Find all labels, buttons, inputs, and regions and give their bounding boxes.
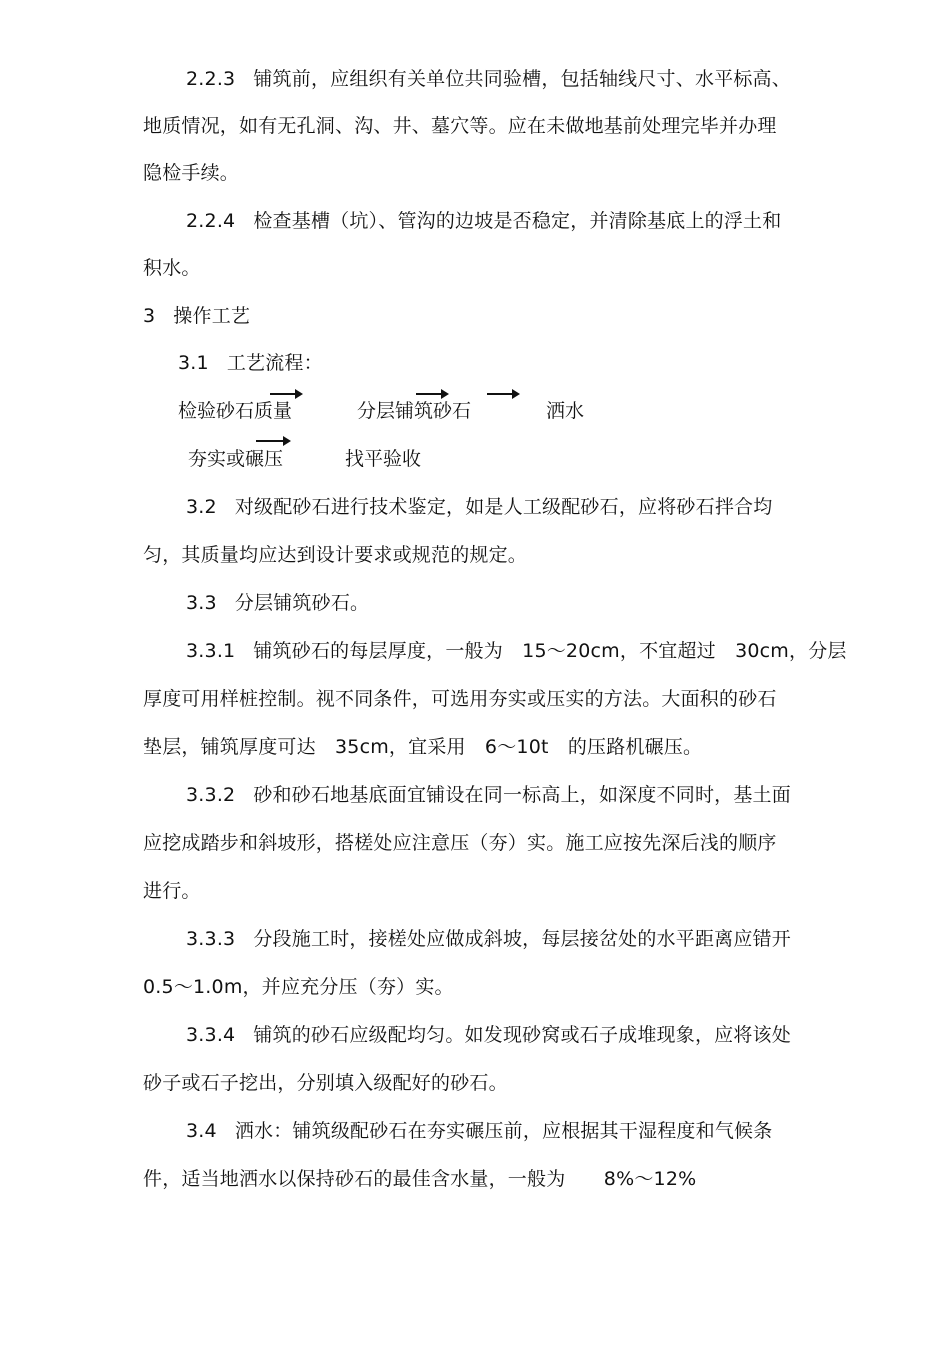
section-title: 分层铺筑砂石。	[234, 592, 370, 614]
section-number: 3.3.3	[186, 928, 236, 950]
paragraph-3-3-2-line-2: 应挖成踏步和斜坡形，搭槎处应注意压（夯）实。施工应按先深后浅的顺序	[143, 832, 777, 854]
flow-step-inspect: 检验砂石质量	[178, 400, 293, 422]
paragraph-text: 对级配砂石进行技术鉴定，如是人工级配砂石，应将砂石拌合均	[234, 496, 773, 518]
flow-arrow-icon	[416, 389, 449, 399]
section-number: 3	[143, 305, 156, 327]
paragraph-3-3-1-line-2: 厚度可用样桩控制。视不同条件，可选用夯实或压实的方法。大面积的砂石	[143, 688, 777, 710]
section-title: 工艺流程：	[226, 352, 323, 374]
paragraph-3-3-1-line-3: 垫层，铺筑厚度可达 35cm，宜采用 6～10t 的压路机碾压。	[143, 736, 703, 758]
paragraph-3-3-3-line-1	[186, 926, 791, 952]
section-3-3-heading	[186, 590, 369, 616]
section-number: 3.3.4	[186, 1024, 236, 1046]
flow-step-layered-paving: 分层铺筑砂石	[357, 400, 472, 422]
paragraph-text: 铺筑的砂石应级配均匀。如发现砂窝或石子成堆现象，应将该处	[253, 1024, 791, 1046]
paragraph-3-3-2-line-1	[186, 782, 791, 808]
section-number: 3.3.1	[186, 640, 236, 662]
paragraph-3-2-line-1	[186, 494, 772, 520]
flow-step-compaction: 夯实或碾压	[188, 448, 284, 470]
section-3-1-heading	[178, 350, 323, 376]
section-3-heading	[143, 303, 250, 329]
paragraph-3-3-1-line-1	[186, 638, 847, 664]
section-number: 2.2.3	[186, 68, 236, 90]
paragraph-3-3-4-line-1	[186, 1022, 791, 1048]
paragraph-3-4-line-1	[186, 1118, 772, 1144]
section-number: 3.4	[186, 1120, 217, 1142]
section-number: 3.2	[186, 496, 217, 518]
paragraph-3-2-line-2: 匀，其质量均应达到设计要求或规范的规定。	[143, 544, 528, 566]
paragraph-text: 分段施工时，接槎处应做成斜坡，每层接岔处的水平距离应错开	[253, 928, 791, 950]
paragraph-2-2-3-line-1	[186, 66, 791, 92]
section-title: 操作工艺	[173, 305, 251, 327]
paragraph-text: 砂和砂石地基底面宜铺设在同一标高上，如深度不同时，基土面	[253, 784, 791, 806]
paragraph-text: 铺筑砂石的每层厚度，一般为 15～20cm，不宜超过 30cm，分层	[253, 640, 847, 662]
paragraph-3-3-3-line-2: 0.5～1.0m，并应充分压（夯）实。	[143, 976, 454, 998]
section-number: 3.3	[186, 592, 217, 614]
paragraph-text: 洒水：铺筑级配砂石在夯实碾压前，应根据其干湿程度和气候条	[234, 1120, 773, 1142]
paragraph-2-2-4-line-1	[186, 208, 781, 234]
paragraph-3-3-2-line-3: 进行。	[143, 880, 201, 902]
paragraph-2-2-4-line-2: 积水。	[143, 257, 201, 279]
paragraph-2-2-3-line-2: 地质情况，如有无孔洞、沟、井、墓穴等。应在未做地基前处理完毕并办理	[143, 115, 777, 137]
paragraph-text: 铺筑前，应组织有关单位共同验槽，包括轴线尺寸、水平标高、	[253, 68, 791, 90]
section-number: 3.1	[178, 352, 209, 374]
paragraph-3-3-4-line-2: 砂子或石子挖出，分别填入级配好的砂石。	[143, 1072, 508, 1094]
paragraph-3-4-line-2: 件，适当地洒水以保持砂石的最佳含水量，一般为 8%～12%	[143, 1168, 697, 1190]
section-number: 3.3.2	[186, 784, 236, 806]
flow-arrow-icon	[487, 389, 520, 399]
flow-arrow-icon	[256, 436, 291, 446]
flow-step-leveling-acceptance: 找平验收	[345, 448, 422, 470]
flow-step-watering: 洒水	[546, 400, 585, 422]
flow-arrow-icon	[270, 389, 303, 399]
paragraph-text: 检查基槽（坑）、管沟的边坡是否稳定，并清除基底上的浮土和	[253, 210, 782, 232]
section-number: 2.2.4	[186, 210, 236, 232]
paragraph-2-2-3-line-3: 隐检手续。	[143, 162, 240, 184]
